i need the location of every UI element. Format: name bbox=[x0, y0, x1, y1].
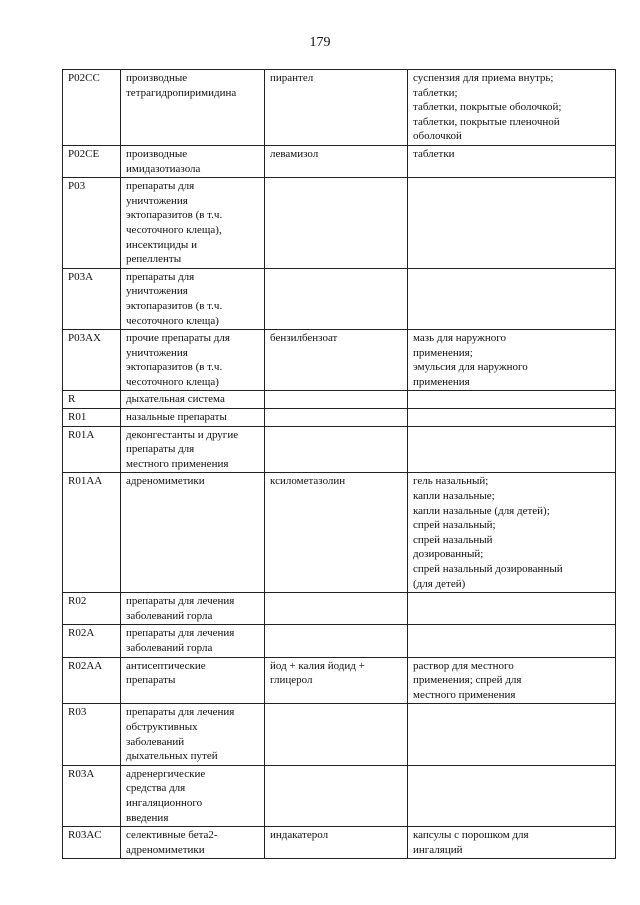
cell-line: чесоточного клеща) bbox=[126, 375, 219, 388]
atc-code-cell bbox=[63, 391, 121, 409]
cell-line: препараты для лечения bbox=[126, 627, 235, 640]
cell-line: адренергические bbox=[126, 767, 206, 780]
substance-cell bbox=[265, 145, 408, 177]
cell-line: R01 bbox=[68, 411, 87, 424]
cell-line: эктопаразитов (в т.ч. bbox=[126, 299, 223, 312]
group-name-cell bbox=[121, 473, 265, 593]
group-name-cell bbox=[121, 765, 265, 826]
atc-code-cell bbox=[63, 178, 121, 269]
cell-line: R01AA bbox=[68, 475, 103, 488]
substance-cell bbox=[265, 593, 408, 625]
cell-line: R03AC bbox=[68, 829, 102, 842]
cell-line: производные bbox=[126, 147, 188, 160]
cell-line: R02 bbox=[68, 595, 87, 608]
cell-line: препараты для bbox=[126, 443, 195, 456]
group-name-cell bbox=[121, 704, 265, 765]
page-number: 179 bbox=[309, 35, 331, 50]
cell-line: эктопаразитов (в т.ч. bbox=[126, 361, 223, 374]
cell-line: суспензия для приема внутрь; bbox=[413, 72, 554, 84]
atc-code-cell bbox=[63, 330, 121, 391]
atc-code-cell bbox=[63, 593, 121, 625]
cell-line: ингаляций bbox=[413, 843, 463, 856]
cell-line: заболеваний горла bbox=[126, 641, 213, 654]
table-row bbox=[63, 178, 616, 269]
cell-line: капсулы с порошком для bbox=[413, 829, 529, 842]
cell-line: тетрагидропиримидина bbox=[126, 86, 237, 99]
cell-line: имидазотиазола bbox=[126, 162, 201, 175]
group-name-cell bbox=[121, 70, 265, 146]
cell-line: средства для bbox=[126, 782, 186, 795]
cell-line: (для детей) bbox=[413, 577, 466, 590]
atc-code-cell bbox=[63, 409, 121, 427]
group-name-cell bbox=[121, 593, 265, 625]
cell-line: R03A bbox=[68, 767, 95, 780]
cell-line: уничтожения bbox=[126, 194, 188, 207]
cell-line: R02A bbox=[68, 627, 95, 640]
cell-line: обструктивных bbox=[126, 720, 198, 733]
cell-line: дозированный; bbox=[413, 548, 484, 561]
table-row bbox=[63, 827, 616, 859]
dosage-forms-cell bbox=[408, 473, 616, 593]
group-name-cell bbox=[121, 268, 265, 329]
cell-line: R02AA bbox=[68, 659, 103, 672]
cell-line: чесоточного клеща), bbox=[126, 223, 222, 236]
cell-line: бензилбензоат bbox=[270, 332, 338, 345]
group-name-cell bbox=[121, 330, 265, 391]
atc-code-cell bbox=[63, 657, 121, 704]
cell-line: ингаляционного bbox=[126, 796, 203, 809]
cell-line: адреномиметики bbox=[126, 475, 205, 488]
cell-line: уничтожения bbox=[126, 346, 188, 359]
dosage-forms-cell bbox=[408, 426, 616, 473]
table-row bbox=[63, 625, 616, 657]
table-row bbox=[63, 391, 616, 409]
cell-line: антисептические bbox=[126, 659, 206, 672]
cell-line: производные bbox=[126, 72, 188, 84]
cell-line: мазь для наружного bbox=[413, 332, 506, 345]
cell-line: раствор для местного bbox=[413, 659, 514, 672]
cell-line: применения bbox=[413, 375, 470, 388]
cell-line: оболочкой bbox=[413, 130, 462, 143]
substance-cell bbox=[265, 409, 408, 427]
dosage-forms-cell bbox=[408, 268, 616, 329]
dosage-forms-cell bbox=[408, 70, 616, 146]
drug-table bbox=[62, 69, 616, 859]
substance-cell bbox=[265, 178, 408, 269]
cell-line: местного применения bbox=[126, 457, 229, 470]
cell-line: глицерол bbox=[270, 674, 313, 687]
cell-line: дыхательная система bbox=[126, 393, 225, 406]
cell-line: R bbox=[68, 393, 76, 406]
cell-line: препараты для bbox=[126, 180, 195, 193]
table-row bbox=[63, 704, 616, 765]
atc-code-cell bbox=[63, 473, 121, 593]
substance-cell bbox=[265, 657, 408, 704]
cell-line: капли назальные; bbox=[413, 490, 495, 503]
cell-line: йод + калия йодид + bbox=[270, 659, 365, 672]
atc-code-cell bbox=[63, 145, 121, 177]
cell-line: местного применения bbox=[413, 688, 516, 701]
cell-line: инсектициды и bbox=[126, 238, 197, 251]
cell-line: заболеваний bbox=[126, 735, 185, 748]
atc-code-cell bbox=[63, 625, 121, 657]
cell-line: ксилометазолин bbox=[270, 475, 346, 488]
group-name-cell bbox=[121, 391, 265, 409]
table-row bbox=[63, 657, 616, 704]
cell-line: уничтожения bbox=[126, 285, 188, 298]
dosage-forms-cell bbox=[408, 409, 616, 427]
cell-line: спрей назальный bbox=[413, 533, 493, 546]
cell-line: селективные бета2- bbox=[126, 829, 218, 842]
cell-line: P03A bbox=[68, 270, 94, 283]
cell-line: капли назальные (для детей); bbox=[413, 504, 550, 517]
cell-line: R01A bbox=[68, 428, 95, 441]
dosage-forms-cell bbox=[408, 765, 616, 826]
substance-cell bbox=[265, 765, 408, 826]
cell-line: препараты для bbox=[126, 270, 195, 283]
cell-line: гель назальный; bbox=[413, 475, 489, 488]
cell-line: R03 bbox=[68, 706, 87, 719]
substance-cell bbox=[265, 704, 408, 765]
cell-line: препараты bbox=[126, 674, 176, 687]
table-row bbox=[63, 268, 616, 329]
cell-line: P02CE bbox=[68, 147, 100, 160]
cell-line: таблетки; bbox=[413, 86, 458, 99]
group-name-cell bbox=[121, 657, 265, 704]
cell-line: адреномиметики bbox=[126, 843, 205, 856]
cell-line: репелленты bbox=[126, 253, 182, 266]
table-row bbox=[63, 145, 616, 177]
group-name-cell bbox=[121, 426, 265, 473]
table-row bbox=[63, 409, 616, 427]
dosage-forms-cell bbox=[408, 625, 616, 657]
group-name-cell bbox=[121, 178, 265, 269]
cell-line: дыхательных путей bbox=[126, 750, 218, 763]
cell-line: препараты для лечения bbox=[126, 595, 235, 608]
substance-cell bbox=[265, 827, 408, 859]
group-name-cell bbox=[121, 409, 265, 427]
group-name-cell bbox=[121, 625, 265, 657]
substance-cell bbox=[265, 330, 408, 391]
substance-cell bbox=[265, 268, 408, 329]
dosage-forms-cell bbox=[408, 178, 616, 269]
cell-line: эктопаразитов (в т.ч. bbox=[126, 209, 223, 222]
dosage-forms-cell bbox=[408, 391, 616, 409]
cell-line: препараты для лечения bbox=[126, 706, 235, 719]
atc-code-cell bbox=[63, 827, 121, 859]
group-name-cell bbox=[121, 827, 265, 859]
cell-line: спрей назальный; bbox=[413, 519, 496, 532]
cell-line: P02CC bbox=[68, 72, 100, 84]
atc-code-cell bbox=[63, 70, 121, 146]
table-row bbox=[63, 473, 616, 593]
table-body bbox=[63, 70, 616, 859]
dosage-forms-cell bbox=[408, 593, 616, 625]
cell-line: P03AX bbox=[68, 332, 102, 345]
cell-line: введения bbox=[126, 811, 169, 824]
cell-line: индакатерол bbox=[270, 829, 329, 842]
table-row bbox=[63, 765, 616, 826]
cell-line: P03 bbox=[68, 180, 86, 193]
substance-cell bbox=[265, 70, 408, 146]
dosage-forms-cell bbox=[408, 657, 616, 704]
table-row bbox=[63, 593, 616, 625]
cell-line: деконгестанты и другие bbox=[126, 428, 239, 441]
substance-cell bbox=[265, 473, 408, 593]
substance-cell bbox=[265, 426, 408, 473]
atc-code-cell bbox=[63, 268, 121, 329]
substance-cell bbox=[265, 391, 408, 409]
cell-line: назальные препараты bbox=[126, 411, 227, 424]
cell-line: таблетки, покрытые оболочкой; bbox=[413, 101, 562, 114]
cell-line: чесоточного клеща) bbox=[126, 314, 219, 327]
dosage-forms-cell bbox=[408, 704, 616, 765]
cell-line: пирантел bbox=[270, 72, 314, 84]
atc-code-cell bbox=[63, 704, 121, 765]
table-row bbox=[63, 70, 616, 146]
table-row bbox=[63, 330, 616, 391]
group-name-cell bbox=[121, 145, 265, 177]
cell-line: применения; bbox=[413, 346, 473, 359]
cell-line: таблетки, покрытые пленочной bbox=[413, 115, 560, 128]
cell-line: эмульсия для наружного bbox=[413, 361, 528, 374]
dosage-forms-cell bbox=[408, 330, 616, 391]
cell-line: заболеваний горла bbox=[126, 609, 213, 622]
cell-line: левамизол bbox=[270, 147, 319, 160]
cell-line: спрей назальный дозированный bbox=[413, 563, 563, 575]
dosage-forms-cell bbox=[408, 827, 616, 859]
substance-cell bbox=[265, 625, 408, 657]
atc-code-cell bbox=[63, 426, 121, 473]
table-row bbox=[63, 426, 616, 473]
cell-line: таблетки bbox=[413, 147, 455, 160]
atc-code-cell bbox=[63, 765, 121, 826]
cell-line: применения; спрей для bbox=[413, 674, 522, 687]
cell-line: прочие препараты для bbox=[126, 332, 230, 345]
dosage-forms-cell bbox=[408, 145, 616, 177]
